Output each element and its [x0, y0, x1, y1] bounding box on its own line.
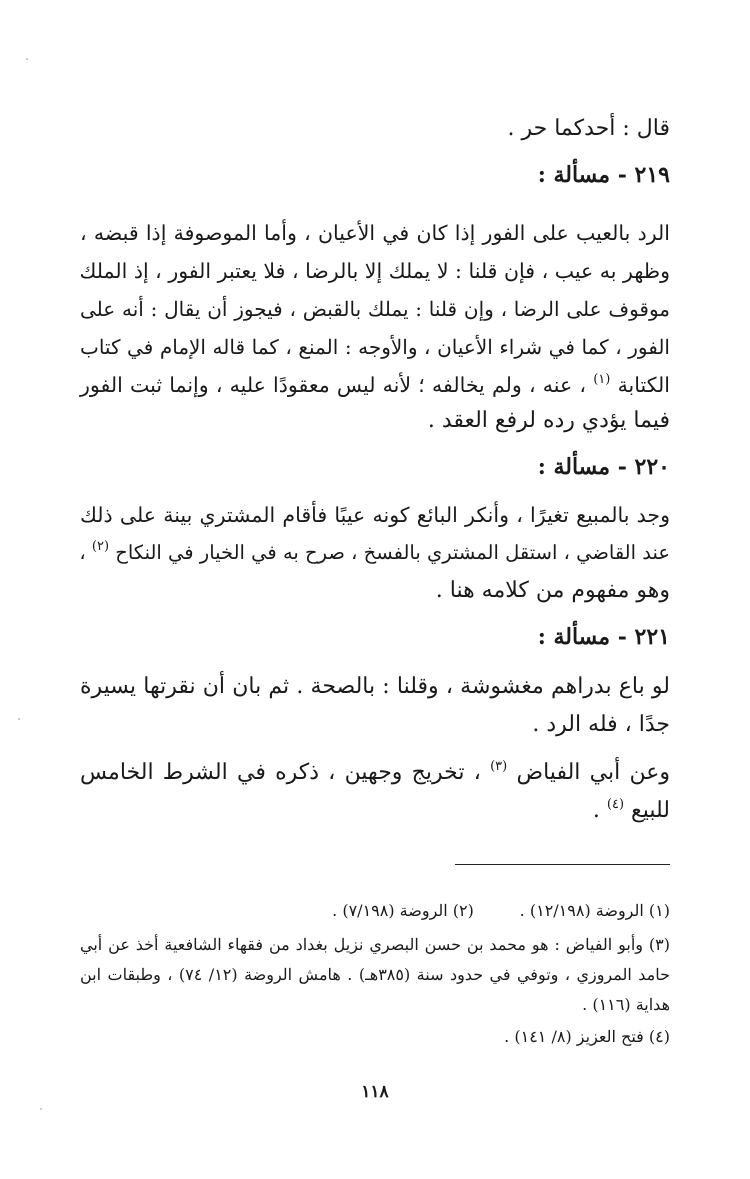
footnote-4: (٤) فتح العزيز (٨/ ١٤١) .: [504, 1027, 670, 1046]
line-text: ،: [79, 541, 86, 564]
footnote-ref-4: (٤): [606, 797, 625, 812]
question-220-heading: ٢٢٠ - مسألة :: [537, 454, 670, 480]
question-220-line-2: [80, 538, 670, 568]
footnote-3-line-1: (٣) وأبو الفياض : هو محمد بن حسن البصري نزيل بغداد من فقهاء الشافعية أخذ عن أبي: [80, 935, 670, 954]
line-text: وعن أبي الفياض: [516, 760, 670, 785]
footnote-separator: [455, 864, 670, 865]
question-221-line-3: [80, 758, 670, 788]
question-220-line-3: وهو مفهوم من كلامه هنا .: [435, 578, 670, 603]
scan-speck: [26, 58, 28, 60]
intro-line: قال : أحدكما حر .: [507, 116, 670, 141]
question-219-line-1: الرد بالعيب على الفور إذا كان في الأعيان ، وأما الموصوفة إذا قبضه ،: [80, 221, 670, 245]
question-219-line-2: وظهر به عيب ، فإن قلنا : لا يملك إلا بالرضا ، فلا يعتبر الفور ، إذ الملك: [79, 259, 670, 283]
question-219-line-3: موقوف على الرضا ، وإن قلنا : يملك بالقبض ، فيجوز أن يقال : أنه على: [80, 297, 670, 321]
line-text: عند القاضي ، استقل المشتري بالفسخ ، صرح به في الخيار في النكاح: [115, 541, 670, 564]
line-text: ، عنه ، ولم يخالفه ؛ لأنه ليس معقودًا عليه ، وإنما ثبت الفور: [80, 373, 587, 397]
footnote-ref-2: (٢): [91, 539, 110, 554]
scan-speck: [40, 1108, 42, 1110]
line-text: .: [592, 798, 600, 823]
question-219-line-6: فيما يؤدي رده لرفع العقد .: [427, 408, 670, 433]
question-221-line-2: جدًا ، فله الرد .: [532, 712, 670, 737]
question-219-heading: ٢١٩ - مسألة :: [537, 162, 670, 188]
footnote-1: (١) الروضة (١٢/١٩٨) .: [519, 901, 670, 920]
footnote-ref-3: (٣): [490, 759, 508, 774]
line-text: للبيع: [631, 798, 670, 823]
footnote-3-line-2: حامد المروزي ، وتوفي في حدود سنة (٣٨٥هـ) . هامش الروضة (١٢/ ٧٤) ، وطبقات ابن: [80, 965, 671, 984]
footnote-3-line-3: هداية (١١٦) .: [582, 995, 670, 1014]
footnote-ref-1: (١): [593, 372, 611, 387]
footnote-line-1: [80, 898, 670, 924]
question-219-line-5: [80, 370, 670, 400]
line-text: ، تخريج وجهين ، ذكره في الشرط الخامس: [80, 760, 481, 785]
page-number: ١١٨: [361, 1082, 389, 1102]
question-219-line-4: الفور ، كما في شراء الأعيان ، والأوجه : المنع ، كما قاله الإمام في كتاب: [80, 335, 670, 359]
question-221-heading: ٢٢١ - مسألة :: [537, 624, 670, 650]
question-221-line-1: لو باع بدراهم مغشوشة ، وقلنا : بالصحة . ثم بان أن نقرتها يسيرة: [80, 674, 670, 699]
line-text: الكتابة: [617, 373, 670, 397]
footnote-2: (٢) الروضة (٧/١٩٨) .: [332, 901, 474, 920]
question-221-line-4: [80, 796, 670, 826]
scan-speck: [18, 718, 20, 720]
question-220-line-1: وجد بالمبيع تغيرًا ، وأنكر البائع كونه عيبًا فأقام المشتري بينة على ذلك: [80, 503, 670, 527]
